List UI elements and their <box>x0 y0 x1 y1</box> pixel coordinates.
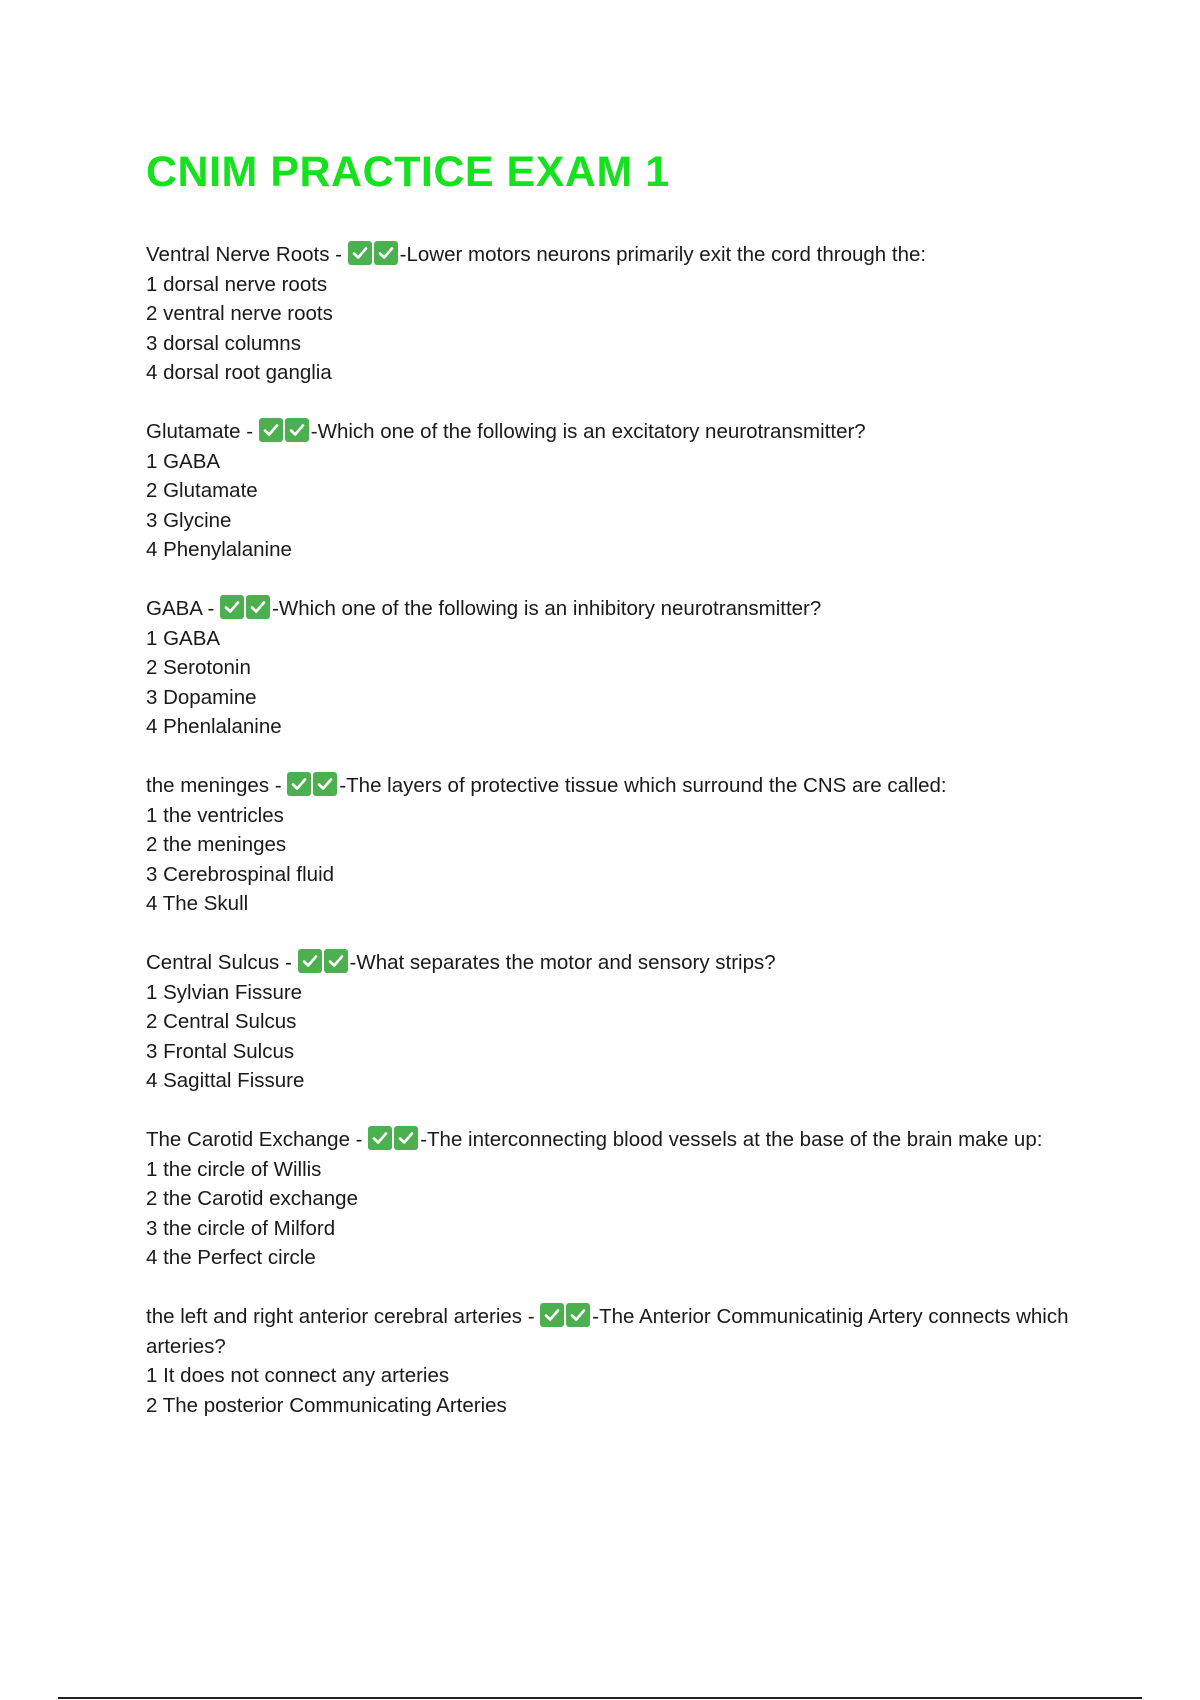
check-icon <box>368 1126 392 1150</box>
answer-text: Ventral Nerve Roots - <box>146 243 348 266</box>
question-line <box>146 594 1086 624</box>
answer-option: 2 Glutamate <box>146 479 258 502</box>
answer-option: 3 Cerebrospinal fluid <box>146 862 335 886</box>
answer-option: 3 Dopamine <box>146 685 257 709</box>
question-line <box>146 1125 1086 1155</box>
answer-option: 2 ventral nerve roots <box>146 302 333 325</box>
answer-option: 1 the circle of Willis <box>146 1157 322 1181</box>
answer-option: 2 The posterior Communicating Arteries <box>146 1393 507 1417</box>
answer-option: 2 Serotonin <box>146 656 251 679</box>
question-block <box>146 1302 1086 1420</box>
question-list <box>146 240 1086 1450</box>
question-prompt: -What separates the motor and sensory strips? <box>349 951 776 974</box>
page-bottom-rule <box>58 1697 1142 1699</box>
answer-option: 4 the Perfect circle <box>146 1246 316 1269</box>
answer-option: 1 GABA <box>146 626 221 650</box>
check-icon <box>285 418 309 442</box>
check-icon <box>348 241 372 265</box>
answer-option: 1 It does not connect any arteries <box>146 1364 450 1387</box>
answer-option: 4 Sagittal Fissure <box>146 1069 305 1092</box>
question-block <box>146 240 1086 388</box>
question-prompt: -The Anterior Communicatinig Artery connects which arteries? <box>146 1305 1069 1358</box>
check-icon <box>394 1126 418 1150</box>
check-icon <box>298 949 322 973</box>
question-line <box>146 417 1086 447</box>
answer-option: 2 the Carotid exchange <box>146 1187 358 1210</box>
check-icon <box>324 949 348 973</box>
check-icon <box>540 1303 564 1327</box>
question-line <box>146 1302 1086 1361</box>
question-line <box>146 771 1086 801</box>
question-block <box>146 594 1086 742</box>
answer-option: 4 Phenylalanine <box>146 538 292 561</box>
answer-text: the left and right anterior cerebral arteries - <box>146 1305 541 1328</box>
check-icon <box>259 418 283 442</box>
answer-option: 4 dorsal root ganglia <box>146 361 332 384</box>
answer-option: 4 The Skull <box>146 892 249 915</box>
answer-option: 2 the meninges <box>146 833 287 856</box>
answer-option: 1 dorsal nerve roots <box>146 272 328 296</box>
question-block <box>146 771 1086 919</box>
answer-text: Central Sulcus - <box>146 951 298 974</box>
answer-option: 1 Sylvian Fissure <box>146 980 303 1004</box>
check-icon <box>246 595 270 619</box>
check-icon <box>220 595 244 619</box>
check-icon <box>313 772 337 796</box>
answer-option: 3 the circle of Milford <box>146 1216 336 1240</box>
answer-text: Glutamate - <box>146 420 259 443</box>
answer-text: the meninges - <box>146 774 288 797</box>
answer-text: GABA - <box>146 597 221 620</box>
question-prompt: -The layers of protective tissue which surround the CNS are called: <box>339 774 947 797</box>
answer-option: 2 Central Sulcus <box>146 1010 297 1033</box>
question-prompt: -Lower motors neurons primarily exit the cord through the: <box>399 243 927 266</box>
document-title: CNIM PRACTICE EXAM 1 <box>146 148 670 196</box>
answer-option: 3 dorsal columns <box>146 331 301 355</box>
question-block <box>146 1125 1086 1273</box>
question-prompt: -Which one of the following is an excitatory neurotransmitter? <box>310 420 866 443</box>
answer-option: 3 Frontal Sulcus <box>146 1039 295 1063</box>
answer-option: 1 GABA <box>146 449 221 473</box>
question-line <box>146 948 1086 978</box>
answer-option: 3 Glycine <box>146 508 232 532</box>
question-prompt: -The interconnecting blood vessels at the base of the brain make up: <box>420 1128 1043 1151</box>
question-block <box>146 417 1086 565</box>
answer-text: The Carotid Exchange - <box>146 1128 369 1151</box>
answer-option: 4 Phenlalanine <box>146 715 282 738</box>
check-icon <box>287 772 311 796</box>
check-icon <box>566 1303 590 1327</box>
answer-option: 1 the ventricles <box>146 803 284 827</box>
question-prompt: -Which one of the following is an inhibitory neurotransmitter? <box>272 597 822 620</box>
question-line <box>146 240 1086 270</box>
check-icon <box>374 241 398 265</box>
question-block <box>146 948 1086 1096</box>
